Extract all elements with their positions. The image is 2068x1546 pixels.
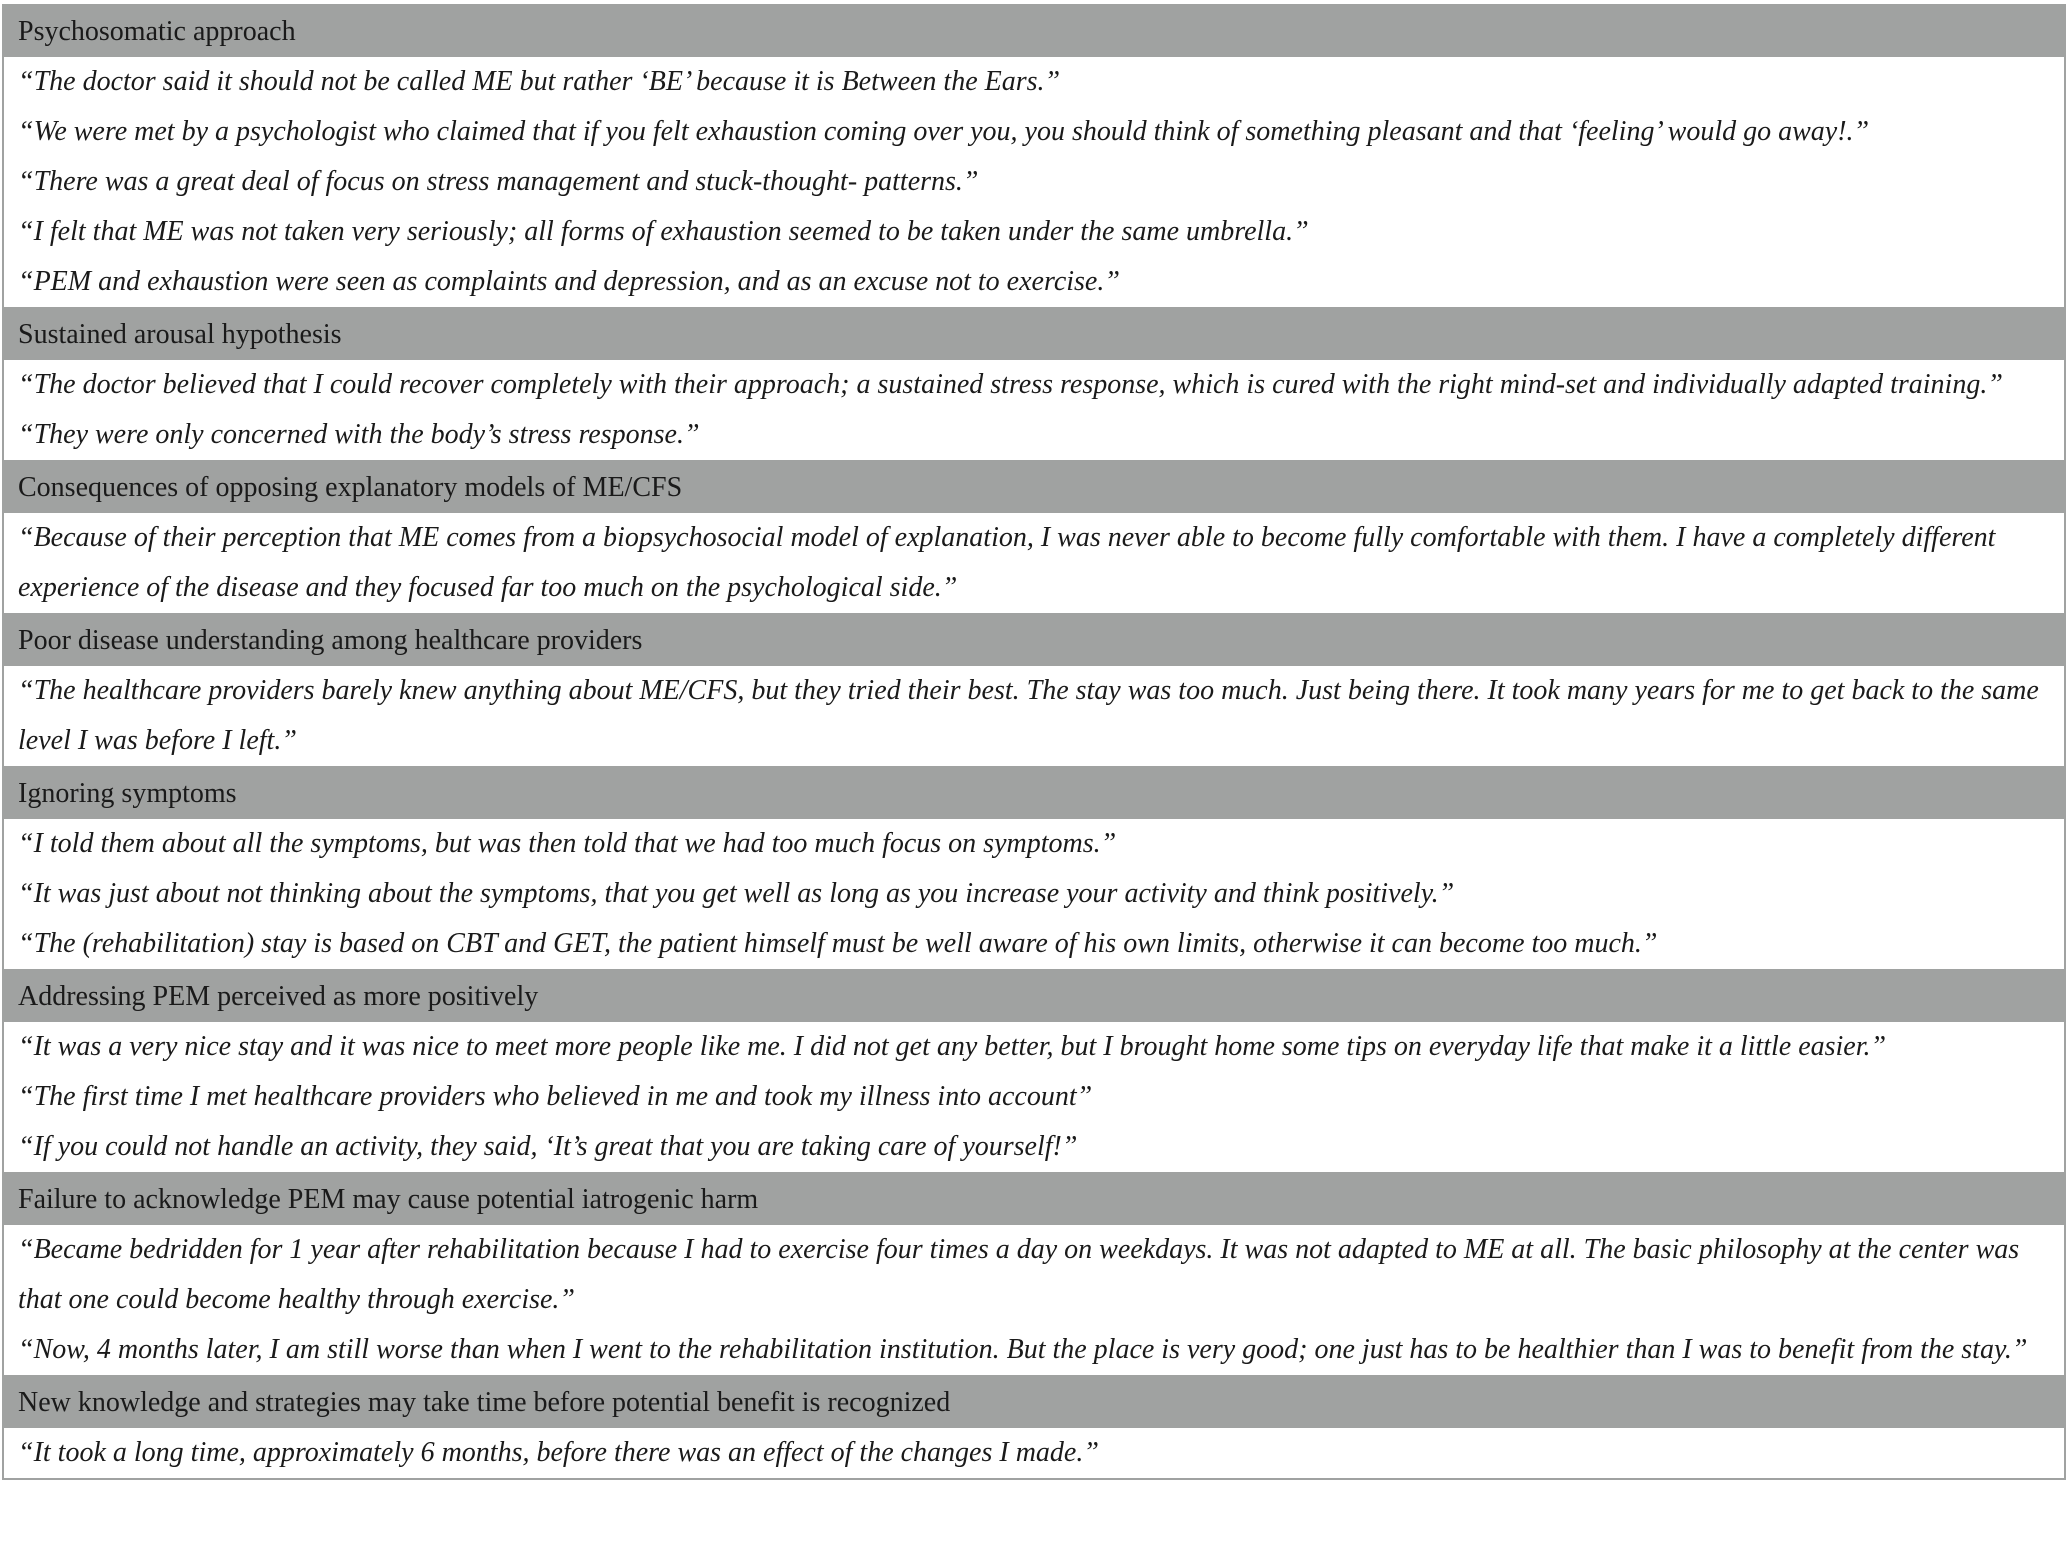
section-header: Poor disease understanding among healthcare providers (2, 613, 2066, 666)
quote-text: “There was a great deal of focus on stress management and stuck-thought- patterns.” (18, 166, 979, 197)
table-section (2, 4, 2066, 307)
quote-text: “Because of their perception that ME comes from a biopsychosocial model of explanation, I was never able to become fully comfortable with them. I have a completely different experience of the disease and they focused far too much on the psychological side.” (18, 522, 1996, 603)
quote-text: “Became bedridden for 1 year after rehabilitation because I had to exercise four times a day on weekdays. It was not adapted to ME at all. The basic philosophy at the center was that one could become healthy through exercise.” (18, 1234, 2020, 1315)
section-quotes (2, 1022, 2066, 1172)
quote-text: “The doctor believed that I could recover completely with their approach; a sustained stress response, which is cured with the right mind-set and individually adapted training.” (18, 369, 2003, 400)
quote-text: “The healthcare providers barely knew anything about ME/CFS, but they tried their best. The stay was too much. Just being there. It took many years for me to get back to the same level I was before I left.” (18, 675, 2039, 756)
quote-text: “If you could not handle an activity, they said, ‘It’s great that you are taking care of yourself!” (18, 1131, 1078, 1162)
quote-text: “It was a very nice stay and it was nice to meet more people like me. I did not get any better, but I brought home some tips on everyday life that make it a little easier.” (18, 1031, 1887, 1062)
quote-text: “The first time I met healthcare providers who believed in me and took my illness into account” (18, 1081, 1093, 1112)
section-header: Sustained arousal hypothesis (2, 307, 2066, 360)
section-header: Ignoring symptoms (2, 766, 2066, 819)
section-quotes (2, 360, 2066, 460)
quote-text: “It was just about not thinking about the symptoms, that you get well as long as you increase your activity and think positively.” (18, 878, 1455, 909)
quote-text: “It took a long time, approximately 6 months, before there was an effect of the changes I made.” (18, 1437, 1099, 1468)
table-section (2, 1375, 2066, 1478)
section-header: New knowledge and strategies may take time before potential benefit is recognized (2, 1375, 2066, 1428)
section-quotes (2, 1225, 2066, 1375)
quote-text: “I felt that ME was not taken very seriously; all forms of exhaustion seemed to be taken under the same umbrella.” (18, 216, 1309, 247)
section-header: Addressing PEM perceived as more positively (2, 969, 2066, 1022)
section-quotes (2, 57, 2066, 307)
quote-text: “The (rehabilitation) stay is based on CBT and GET, the patient himself must be well aware of his own limits, otherwise it can become too much.” (18, 928, 1658, 959)
section-quotes (2, 1428, 2066, 1478)
quotes-table (2, 4, 2066, 1480)
table-section (2, 460, 2066, 613)
quote-text: “I told them about all the symptoms, but was then told that we had too much focus on symptoms.” (18, 828, 1117, 859)
quote-text: “PEM and exhaustion were seen as complaints and depression, and as an excuse not to exercise.” (18, 266, 1120, 297)
quote-text: “They were only concerned with the body’s stress response.” (18, 419, 700, 450)
section-header: Failure to acknowledge PEM may cause potential iatrogenic harm (2, 1172, 2066, 1225)
quote-text: “We were met by a psychologist who claimed that if you felt exhaustion coming over you, you should think of something pleasant and that ‘feeling’ would go away!.” (18, 116, 1870, 147)
quote-text: “Now, 4 months later, I am still worse than when I went to the rehabilitation institution. But the place is very good; one just has to be healthier than I was to benefit from the stay.” (18, 1334, 2028, 1365)
section-header: Consequences of opposing explanatory models of ME/CFS (2, 460, 2066, 513)
table-section (2, 307, 2066, 460)
section-quotes (2, 819, 2066, 969)
table-section (2, 613, 2066, 766)
table-section (2, 969, 2066, 1172)
table-section (2, 1172, 2066, 1375)
section-header: Psychosomatic approach (2, 4, 2066, 57)
quote-text: “The doctor said it should not be called ME but rather ‘BE’ because it is Between the Ears.” (18, 66, 1061, 97)
table-section (2, 766, 2066, 969)
section-quotes (2, 513, 2066, 613)
section-quotes (2, 666, 2066, 766)
